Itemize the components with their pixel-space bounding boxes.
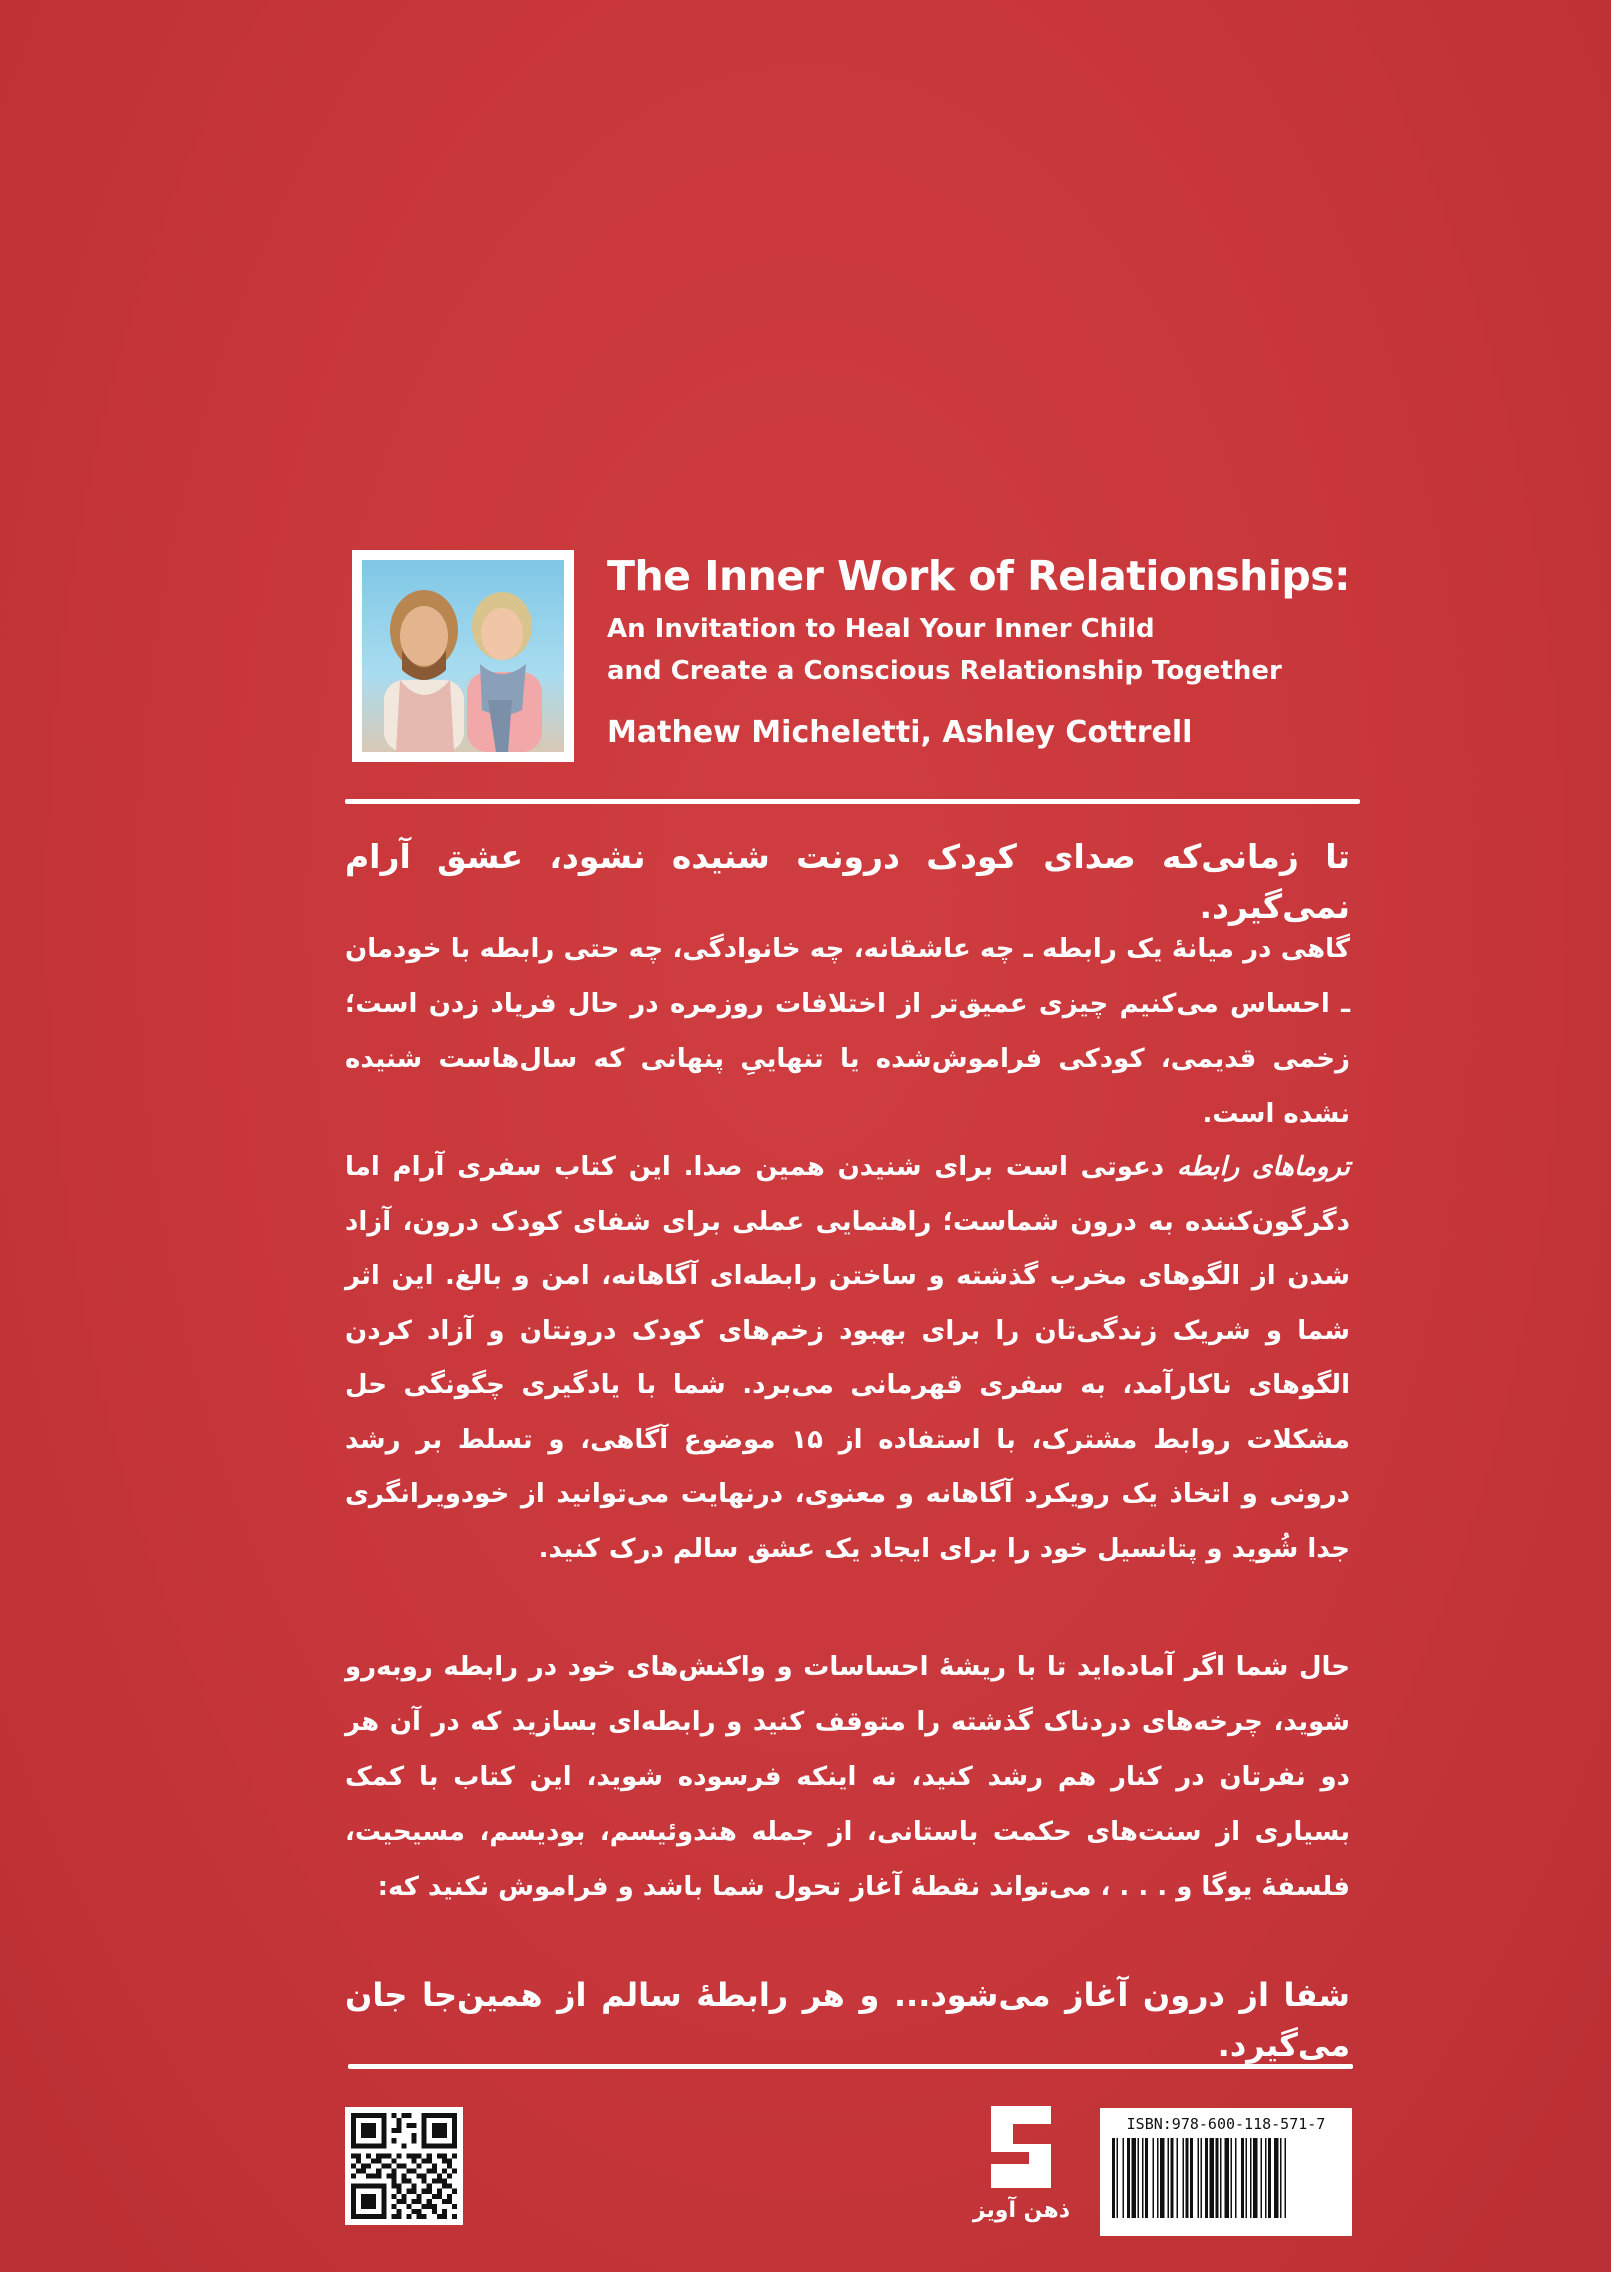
barcode-icon (1108, 2134, 1344, 2222)
book-title: The Inner Work of Relationships: (607, 552, 1351, 600)
top-divider (345, 799, 1360, 804)
isbn-barcode (1100, 2108, 1352, 2236)
book-subtitle-line-2: and Create a Conscious Relationship Together (607, 656, 1282, 686)
closing-sentence: شفا از درون آغاز می‌شود... و هر رابطهٔ سالم از همین‌جا جان می‌گیرد. (345, 1976, 1350, 2064)
paragraph-1: گاهی در میانهٔ یک رابطه ـ چه عاشقانه، چه خانوادگی، چه حتی رابطه با خودمان ـ احساس می‌کنیم چیزی عمیق‌تر از اختلافات روزمره در حال فریاد زدن است؛ زخمی قدیمی، کودکی فراموش‌شده یا تنهاییِ پنهانی که سال‌هاست شنیده نشده است. (345, 934, 1350, 1129)
book-header (352, 550, 1362, 772)
title-block (607, 550, 1367, 754)
author-photo-image (362, 560, 564, 752)
qr-code-icon (351, 2113, 457, 2219)
book-title-persian: تروماهای رابطه (1176, 1152, 1350, 1182)
paragraph-3: حال شما اگر آماده‌اید تا با ریشهٔ احساسات و واکنش‌های خود در رابطه روبه‌رو شوید، چرخه‌های دردناک گذشته را متوقف کنید و رابطه‌ای بسازید که در آن هر دو نفرتان در کنار هم رشد کنید، نه اینکه فرسوده شوید، این کتاب با کمک بسیاری از سنت‌های حکمت باستانی، از جمله هندوئیسم، بودیسم، مسیحیت، فلسفهٔ یوگا و . . . ، می‌تواند نقطهٔ آغاز تحول شما باشد و فراموش نکنید که: (345, 1652, 1350, 1902)
publisher-logo (972, 2102, 1070, 2232)
isbn-number: ISBN:978-600-118-571-7 (1126, 2115, 1326, 2133)
lead-sentence: تا زمانی‌که صدای کودک درونت شنیده نشود، عشق آرام نمی‌گیرد. (345, 837, 1350, 926)
paragraph-2 (345, 1140, 1350, 1576)
paragraph-2-text: دعوتی است برای شنیدن همین صدا. این کتاب سفری آرام اما دگرگون‌کننده به درون شماست؛ راهنمایی عملی برای شفای کودک درون، آزاد شدن از الگوهای مخرب گذشته و ساختن رابطه‌ای آگاهانه، امن و بالغ. این اثر شما و شریک زندگی‌تان را برای بهبود زخم‌های کودک درونتان و آزاد کردن الگوهای ناکارآمد، به سفری قهرمانی می‌برد. شما با یادگیری چگونگی حل مشکلات روابط مشترک، با استفاده از ۱۵ موضوع آگاهی، و تسلط بر رشد درونی و اتخاذ یک رویکرد آگاهانه و معنوی، درنهایت می‌توانید از خودویرانگری جدا شُوید و پتانسیل خود را برای ایجاد یک عشق سالم درک کنید. (345, 1152, 1350, 1564)
publisher-logo-icon (983, 2102, 1063, 2192)
qr-code (345, 2107, 463, 2225)
bottom-divider (348, 2064, 1353, 2069)
author-photo (352, 550, 574, 762)
book-authors: Mathew Micheletti, Ashley Cottrell (607, 715, 1193, 750)
book-subtitle-line-1: An Invitation to Heal Your Inner Child (607, 614, 1155, 644)
publisher-name: ذهن آویز (972, 2198, 1070, 2223)
